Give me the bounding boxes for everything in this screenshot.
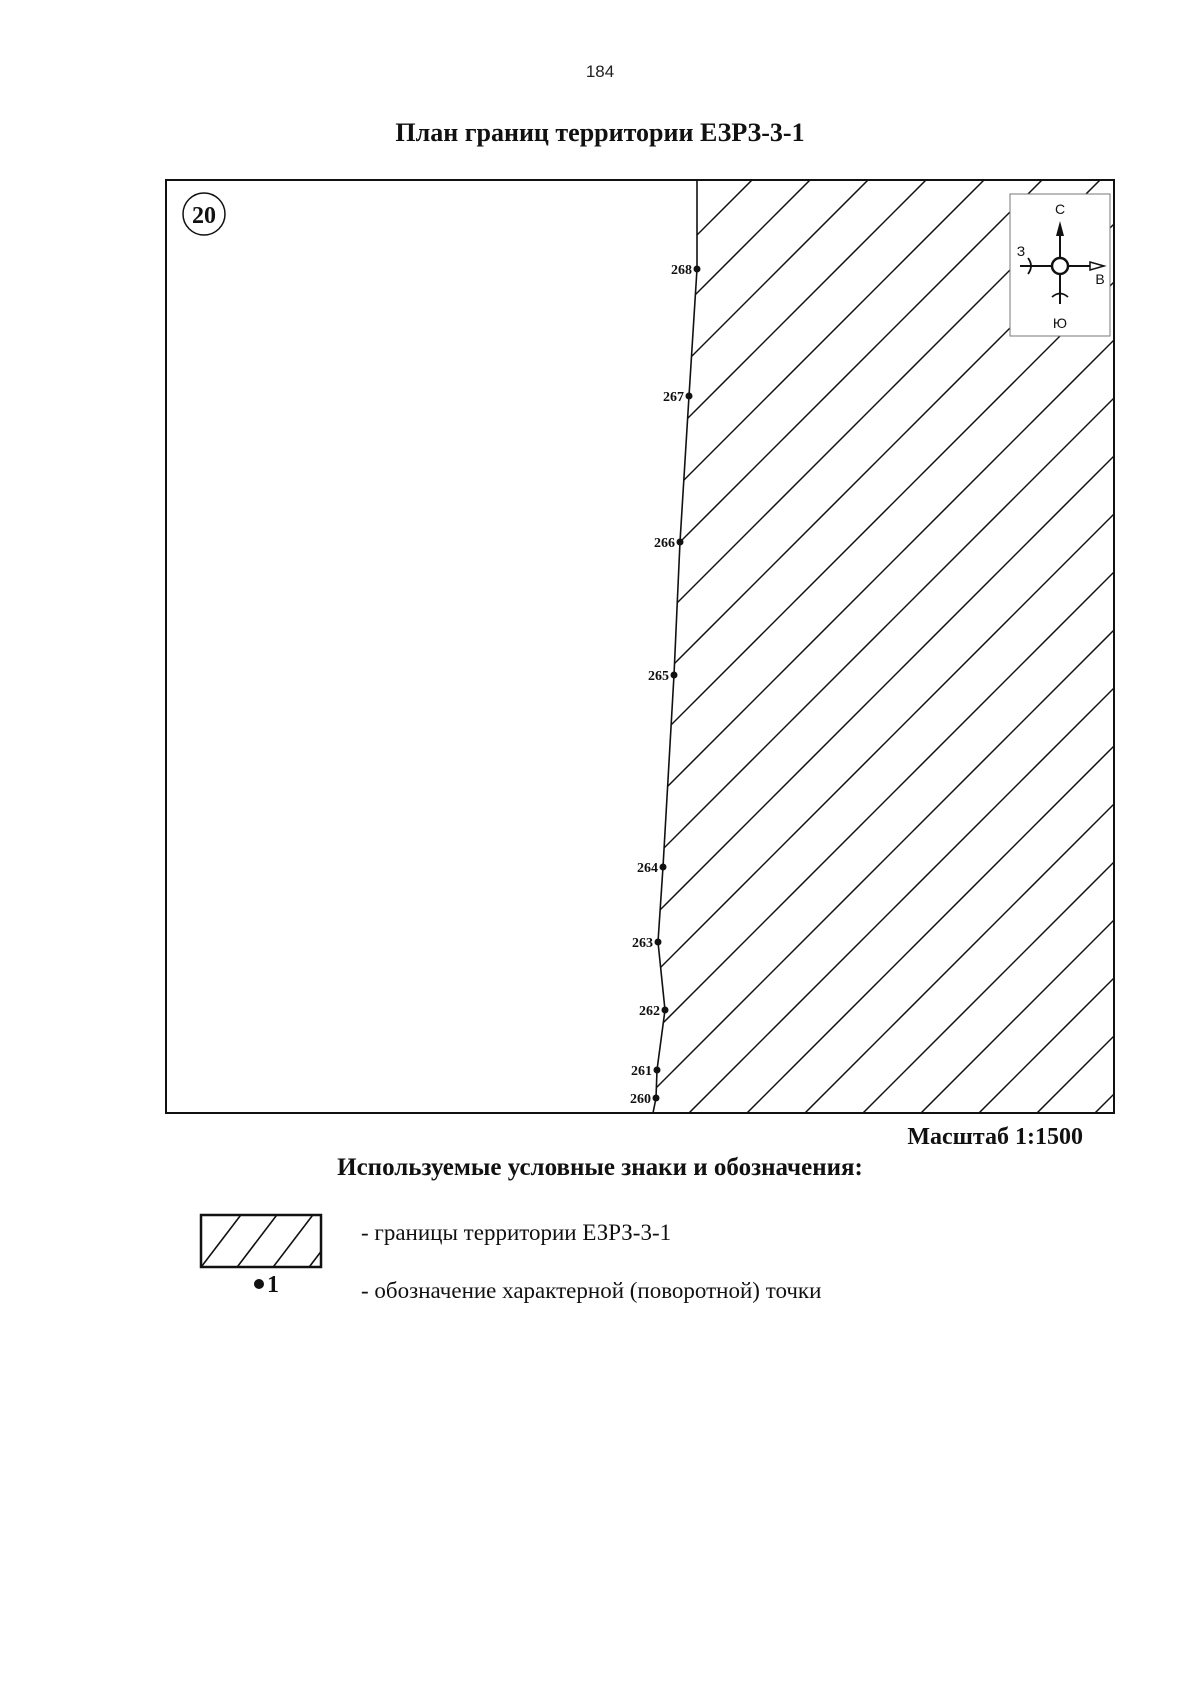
legend-point-symbol (254, 1272, 279, 1299)
plan-title: План границ территории ЕЗРЗ-3-1 (395, 118, 805, 147)
point-dot-icon (694, 266, 701, 273)
point-dot-icon (662, 1007, 669, 1014)
point-label: 267 (663, 390, 684, 405)
legend-hatch-symbol (199, 1213, 323, 1269)
point-dot-icon (671, 672, 678, 679)
point-label: 264 (637, 861, 658, 876)
point-label: 262 (639, 1004, 660, 1019)
point-label: 268 (671, 263, 692, 278)
point-dot-icon (677, 539, 684, 546)
sheet-number: 20 (192, 203, 216, 229)
point-label: 266 (654, 536, 675, 551)
point-label: 260 (630, 1092, 651, 1107)
map-frame (166, 180, 1114, 1113)
legend-item-point-text: - обозначение характерной (поворотной) точки (361, 1278, 822, 1303)
map-scale: Масштаб 1:1500 (907, 1124, 1083, 1150)
point-dot-icon (654, 1067, 661, 1074)
legend-point-label: 1 (267, 1272, 279, 1298)
point-label: 261 (631, 1064, 652, 1079)
point-dot-icon (686, 393, 693, 400)
sheet-number-badge (183, 193, 225, 235)
compass-south-label: Ю (1052, 315, 1068, 331)
page-number: 184 (585, 62, 615, 81)
point-dot-icon (660, 864, 667, 871)
point-dot-icon (254, 1279, 264, 1289)
legend-title: Используемые условные знаки и обозначения: (337, 1154, 863, 1181)
compass-north-label: С (1054, 201, 1066, 217)
point-label: 263 (632, 936, 653, 951)
boundary-map (160, 174, 1120, 1122)
compass-rose-icon (1010, 194, 1110, 336)
compass-east-label: В (1095, 271, 1105, 287)
compass-west-label: З (1016, 243, 1026, 259)
point-dot-icon (655, 939, 662, 946)
point-dot-icon (653, 1095, 660, 1102)
point-label: 265 (648, 669, 669, 684)
legend-item-territory-text: - границы территории ЕЗРЗ-3-1 (361, 1220, 672, 1245)
